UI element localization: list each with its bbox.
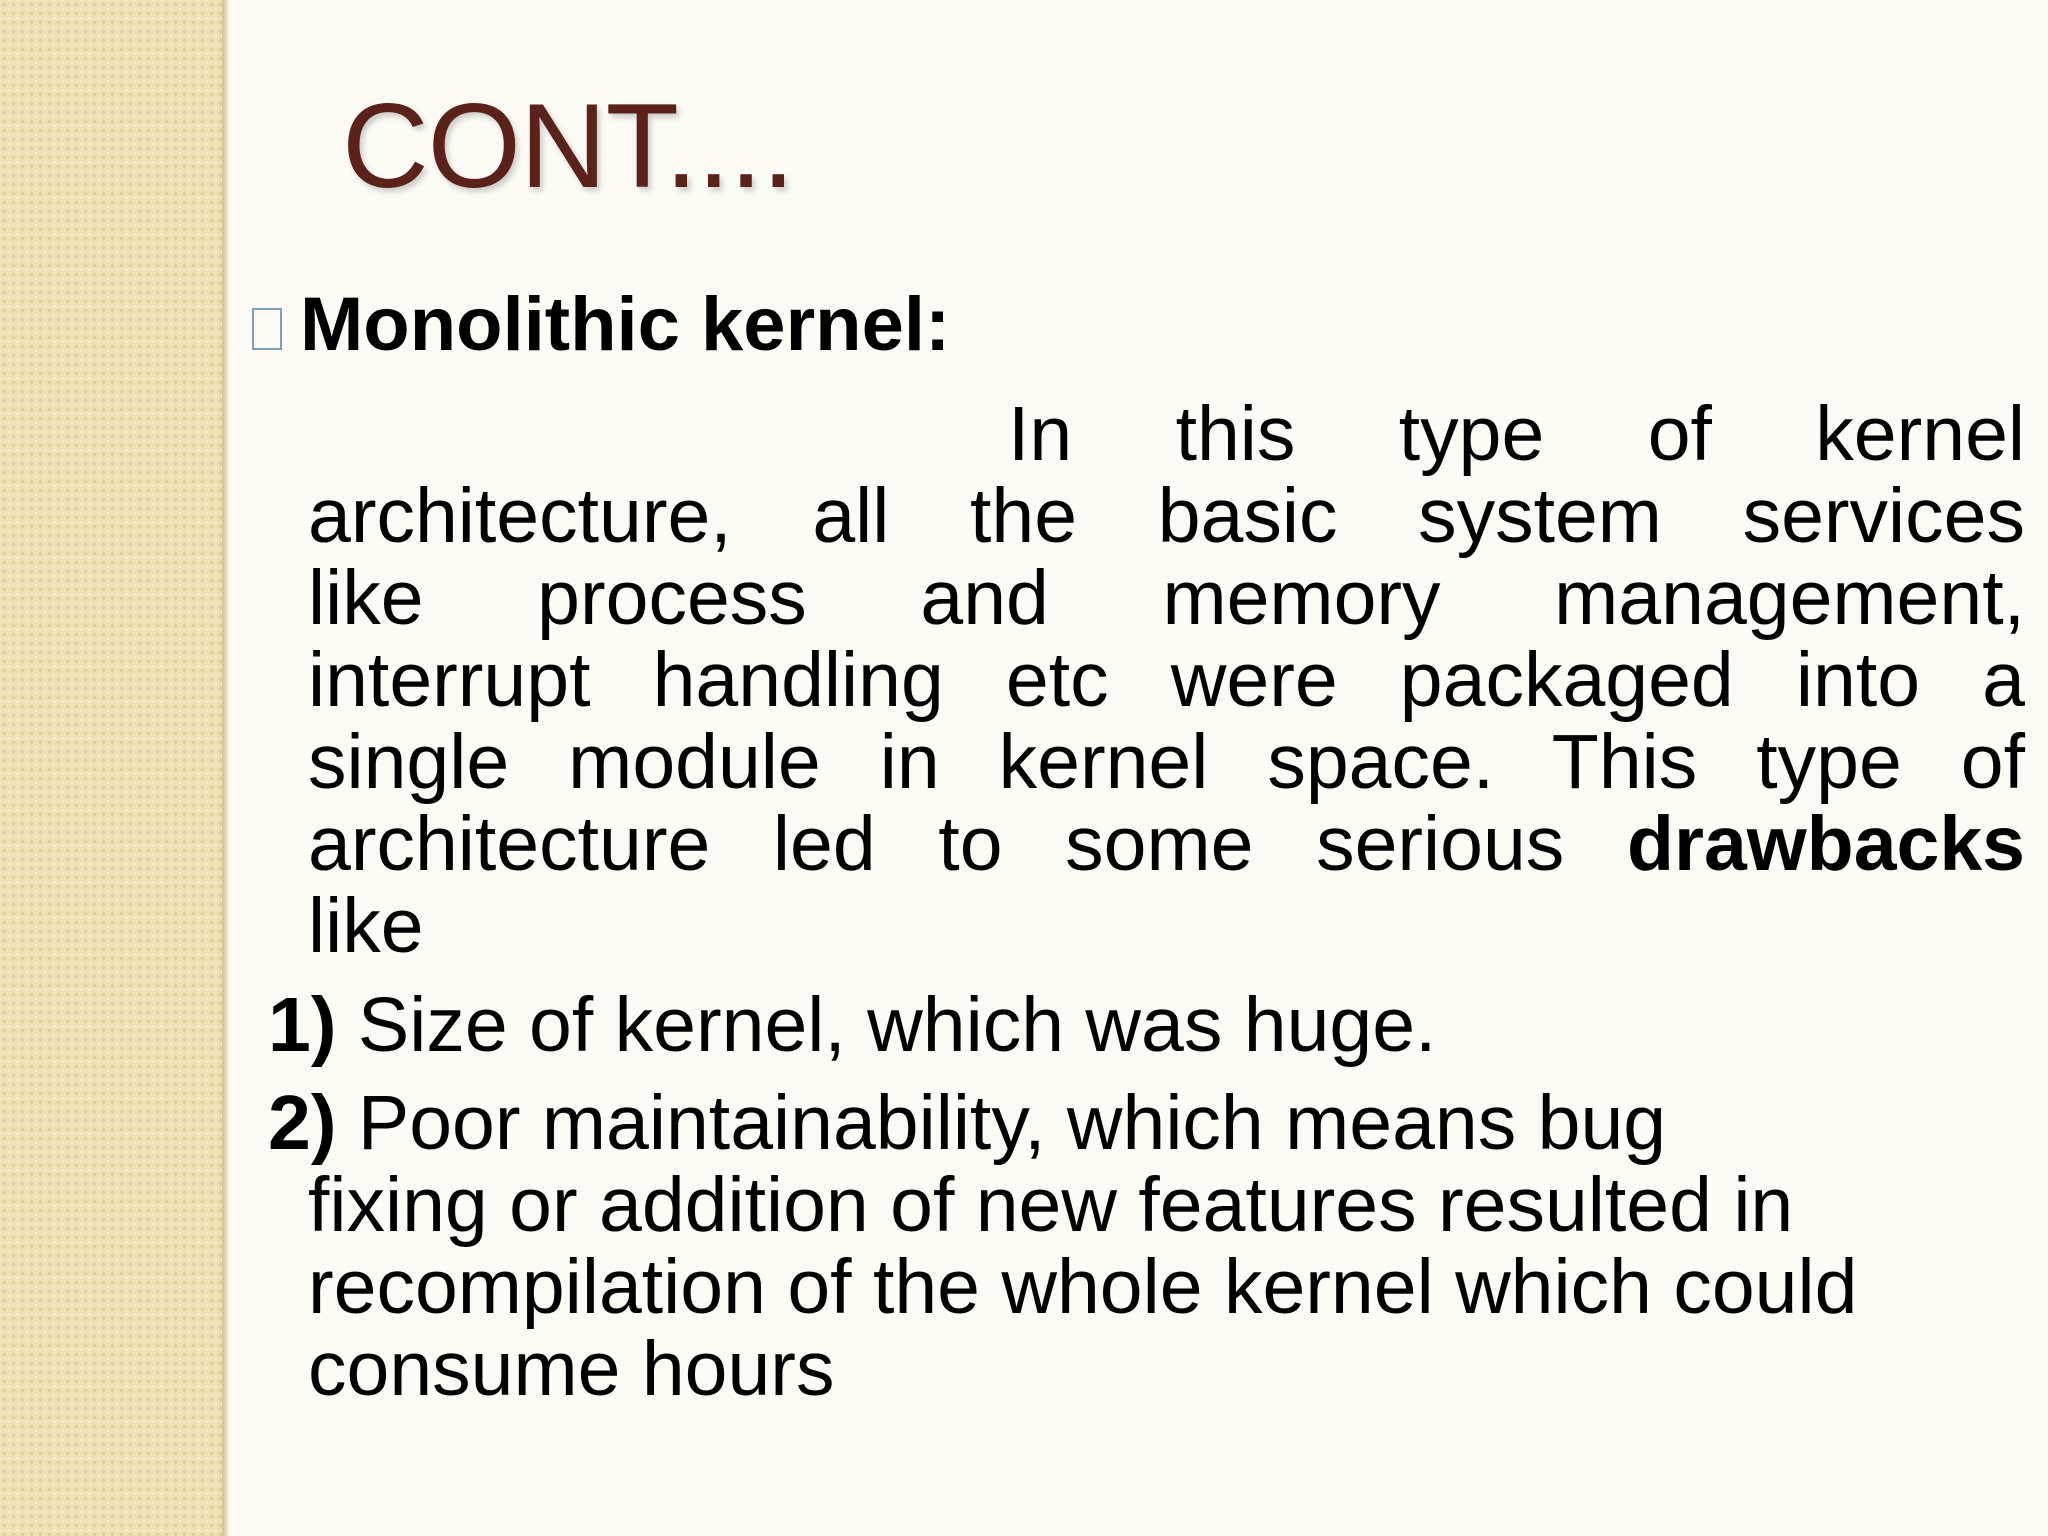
paragraph-line: like [308, 883, 424, 969]
paragraph-line: architecture, all the basic system services [308, 473, 2025, 559]
list-item-2 [268, 1082, 1857, 1410]
paragraph-line-text: architecture led to some serious [308, 801, 1565, 887]
paragraph-line: interrupt handling etc were packaged into a [308, 637, 2025, 723]
list-item-first-line [268, 1080, 1666, 1166]
decorative-side-strip [0, 0, 226, 1536]
paragraph-line: single module in kernel space. This type of [308, 719, 2025, 805]
list-item-number: 2) [268, 1080, 337, 1166]
bullet-heading: Monolithic kernel: [300, 282, 951, 367]
list-item-continuation: fixing or addition of new features resulted in [308, 1162, 1794, 1248]
list-item-text: Poor maintainability, which means bug [357, 1080, 1667, 1166]
paragraph-line: In this type of kernel [1008, 391, 2025, 477]
paragraph-line: like process and memory management, [308, 555, 2025, 641]
list-item-continuation: recompilation of the whole kernel which could [308, 1244, 1858, 1330]
list-item-1 [268, 984, 1436, 1066]
list-item-text: Size of kernel, which was huge. [357, 982, 1437, 1068]
list-item-number: 1) [268, 982, 337, 1068]
slide-title: CONT.... [342, 79, 795, 213]
drawbacks-emphasis: drawbacks [1626, 801, 2025, 887]
bullet-heading-row [252, 282, 951, 367]
side-strip-edge [222, 0, 228, 1536]
square-bullet-icon [252, 308, 282, 350]
bullet-paragraph [308, 393, 2025, 967]
list-item-continuation: consume hours [308, 1326, 835, 1412]
paragraph-line-with-bold [308, 803, 2025, 885]
